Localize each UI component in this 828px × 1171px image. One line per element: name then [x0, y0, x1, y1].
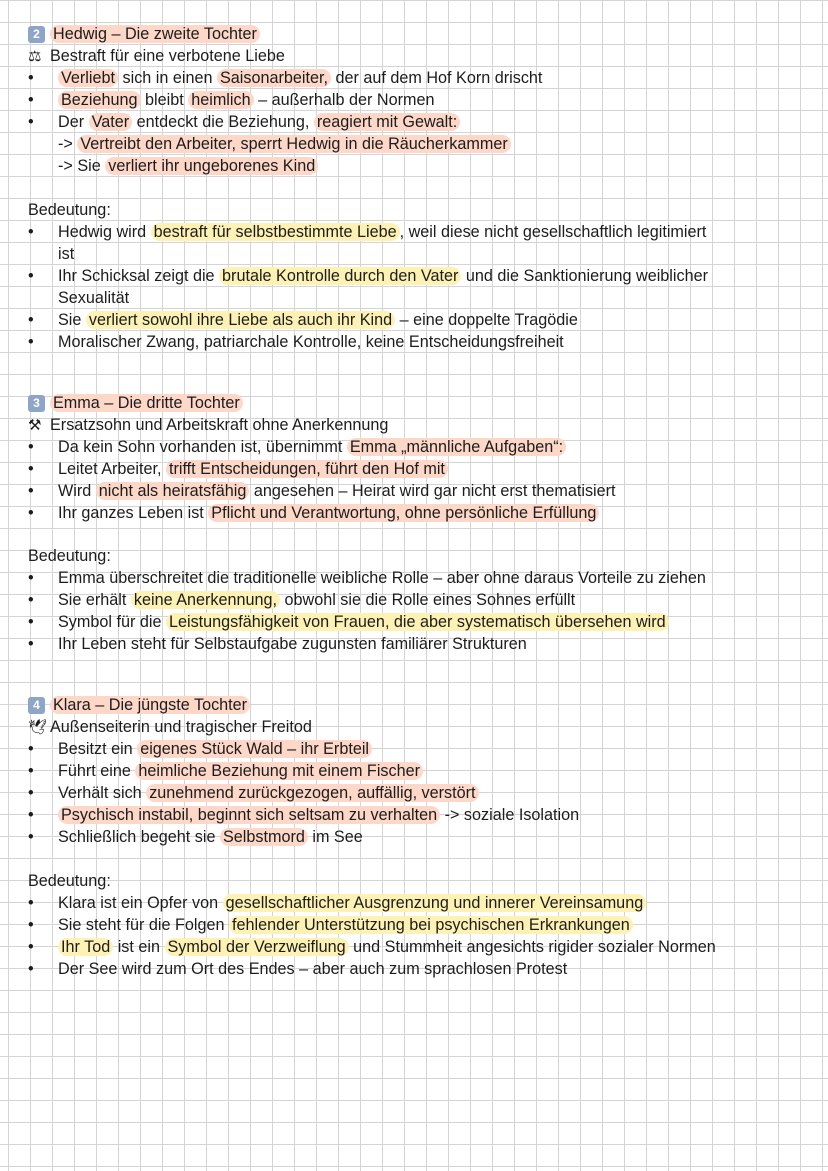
section-subtitle: ⚒ Ersatzsohn und Arbeitskraft ohne Anerkennung	[28, 414, 824, 436]
meaning-label: Bedeutung:	[28, 201, 111, 219]
list-item: • Wird nicht als heiratsfähig angesehen – Heirat wird gar nicht erst thematisiert	[28, 480, 824, 502]
section-title: Hedwig – Die zweite Tochter	[50, 25, 260, 43]
list-item: • Da kein Sohn vorhanden ist, übernimmt Emma „männliche Aufgaben“:	[28, 436, 824, 458]
list-item: • Symbol für die Leistungsfähigkeit von Frauen, die aber systematisch übersehen wird	[28, 611, 824, 633]
list-item: • Der See wird zum Ort des Endes – aber auch zum sprachlosen Protest	[28, 958, 824, 980]
list-item: • Der Vater entdeckt die Beziehung, reagiert mit Gewalt:	[28, 111, 824, 133]
hammer-pick-icon: ⚒	[28, 417, 42, 434]
meaning-label: Bedeutung:	[28, 872, 111, 890]
list-item: • Klara ist ein Opfer von gesellschaftlicher Ausgrenzung und innerer Vereinsamung	[28, 892, 824, 914]
section-title: Emma – Die dritte Tochter	[50, 394, 243, 412]
section-number-badge: 4	[28, 697, 45, 714]
meaning-label: Bedeutung:	[28, 547, 111, 565]
section-number-badge: 3	[28, 395, 45, 412]
list-item: • Ihr Leben steht für Selbstaufgabe zugunsten familiärer Strukturen	[28, 633, 824, 655]
sub-item: -> Sie verliert ihr ungeborenes Kind	[28, 155, 824, 177]
list-item: • Schließlich begeht sie Selbstmord im See	[28, 826, 824, 848]
list-item: • Hedwig wird bestraft für selbstbestimmte Liebe , weil diese nicht gesellschaftlich legitimiert	[28, 221, 824, 243]
list-item: • Psychisch instabil, beginnt sich seltsam zu verhalten -> soziale Isolation	[28, 804, 824, 826]
list-item: • Leitet Arbeiter, trifft Entscheidungen, führt den Hof mit	[28, 458, 824, 480]
section-subtitle: ⚖ Bestraft für eine verbotene Liebe	[28, 45, 824, 67]
list-item: • Emma überschreitet die traditionelle weibliche Rolle – aber ohne daraus Vorteile zu ziehen	[28, 567, 824, 589]
list-item: • Beziehung bleibt heimlich – außerhalb der Normen	[28, 89, 824, 111]
list-item: • Sie steht für die Folgen fehlender Unterstützung bei psychischen Erkrankungen	[28, 914, 824, 936]
list-item: • Verliebt sich in einen Saisonarbeiter, der auf dem Hof Korn drischt	[28, 67, 824, 89]
section-number-badge: 2	[28, 26, 45, 43]
section-heading-klara	[28, 694, 824, 716]
list-item: • Führt eine heimliche Beziehung mit einem Fischer	[28, 760, 824, 782]
section-heading-emma	[28, 392, 824, 414]
list-item: • Moralischer Zwang, patriarchale Kontrolle, keine Entscheidungsfreiheit	[28, 331, 824, 353]
list-item: • Sie verliert sowohl ihre Liebe als auch ihr Kind – eine doppelte Tragödie	[28, 309, 824, 331]
list-item-continuation: ist	[58, 245, 75, 263]
section-title: Klara – Die jüngste Tochter	[50, 696, 250, 714]
list-item: • Ihr Schicksal zeigt die brutale Kontrolle durch den Vater und die Sanktionierung weiblicher	[28, 265, 824, 287]
sub-item: -> Vertreibt den Arbeiter, sperrt Hedwig in die Räucherkammer	[28, 133, 824, 155]
list-item: • Sie erhält keine Anerkennung, obwohl sie die Rolle eines Sohnes erfüllt	[28, 589, 824, 611]
section-heading-hedwig	[28, 23, 824, 45]
list-item: • Verhält sich zunehmend zurückgezogen, auffällig, verstört	[28, 782, 824, 804]
list-item-continuation: Sexualität	[58, 289, 130, 307]
list-item: • Besitzt ein eigenes Stück Wald – ihr Erbteil	[28, 738, 824, 760]
scales-icon: ⚖	[28, 48, 42, 65]
list-item: • Ihr Tod ist ein Symbol der Verzweiflung und Stummheit angesichts rigider sozialer Normen	[28, 936, 824, 958]
list-item: • Ihr ganzes Leben ist Pflicht und Verantwortung, ohne persönliche Erfüllung	[28, 502, 824, 524]
dove-icon: 🕊	[28, 719, 48, 736]
section-subtitle: 🕊 Außenseiterin und tragischer Freitod	[28, 716, 824, 738]
